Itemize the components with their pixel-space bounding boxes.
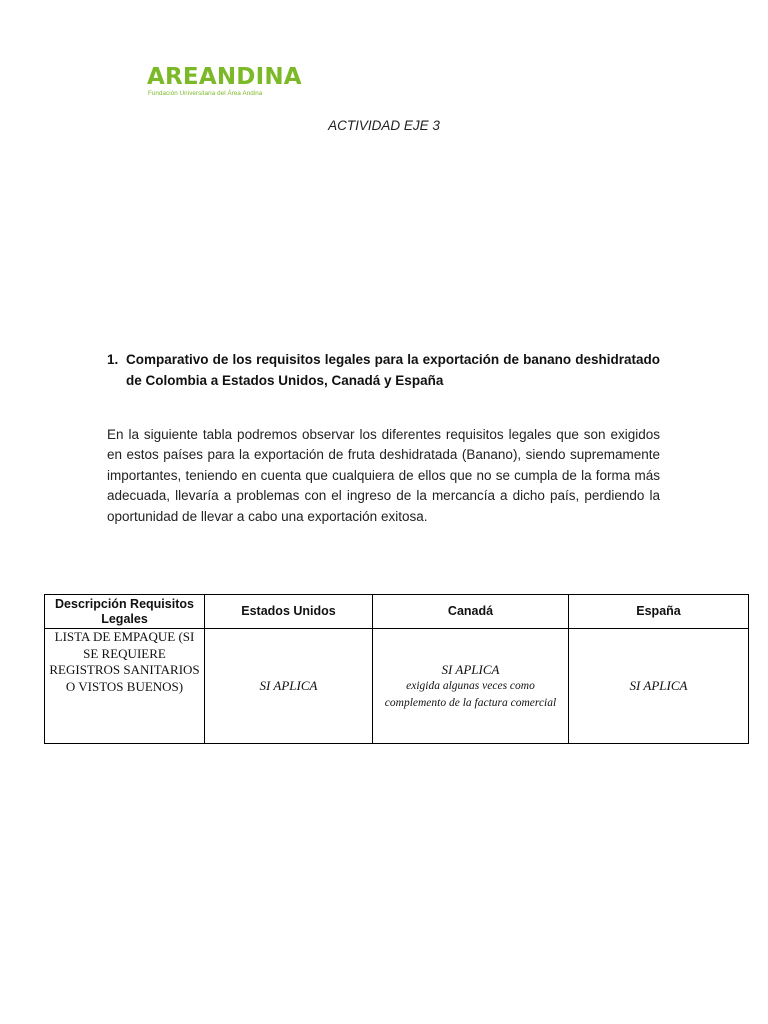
section-number: 1. bbox=[107, 352, 119, 367]
requirements-table bbox=[44, 594, 749, 744]
logo-wordmark: AREANDINA bbox=[147, 64, 302, 90]
areandina-logo bbox=[147, 64, 302, 100]
header-estados-unidos: Estados Unidos bbox=[205, 595, 373, 629]
cell-canada-note: exigida algunas veces como complemento de la factura comercial bbox=[384, 679, 557, 709]
cell-canada-main: SI APLICA bbox=[441, 661, 500, 677]
table-header-row bbox=[45, 595, 749, 629]
logo-subtitle: Fundación Universitaria del Área Andina bbox=[148, 90, 263, 97]
intro-paragraph: En la siguiente tabla podremos observar los diferentes requisitos legales que son exigidos en estos países para la exportación de fruta deshidratada (Banano), siendo supremamente importantes, teniendo en cuenta que cualquiera de ellos que no se cumpla de la forma más adecuada, llevaría a problemas con el ingreso de la mercancía a dicho país, perdiendo la oportunidad de llevar a cabo una exportación exitosa. bbox=[107, 427, 660, 524]
document-title: ACTIVIDAD EJE 3 bbox=[328, 118, 440, 133]
header-espana: España bbox=[569, 595, 749, 629]
table-row bbox=[45, 629, 749, 744]
section-heading bbox=[107, 349, 660, 391]
cell-descripcion: LISTA DE EMPAQUE (SI SE REQUIERE REGISTROS SANITARIOS O VISTOS BUENOS) bbox=[45, 629, 205, 744]
cell-canada bbox=[373, 629, 569, 744]
section-heading-text: Comparativo de los requisitos legales para la exportación de banano deshidratado de Colombia a Estados Unidos, Canadá y España bbox=[126, 352, 660, 388]
cell-espana: SI APLICA bbox=[569, 629, 749, 744]
header-descripcion: Descripción Requisitos Legales bbox=[45, 595, 205, 629]
header-canada: Canadá bbox=[373, 595, 569, 629]
cell-estados-unidos: SI APLICA bbox=[205, 629, 373, 744]
